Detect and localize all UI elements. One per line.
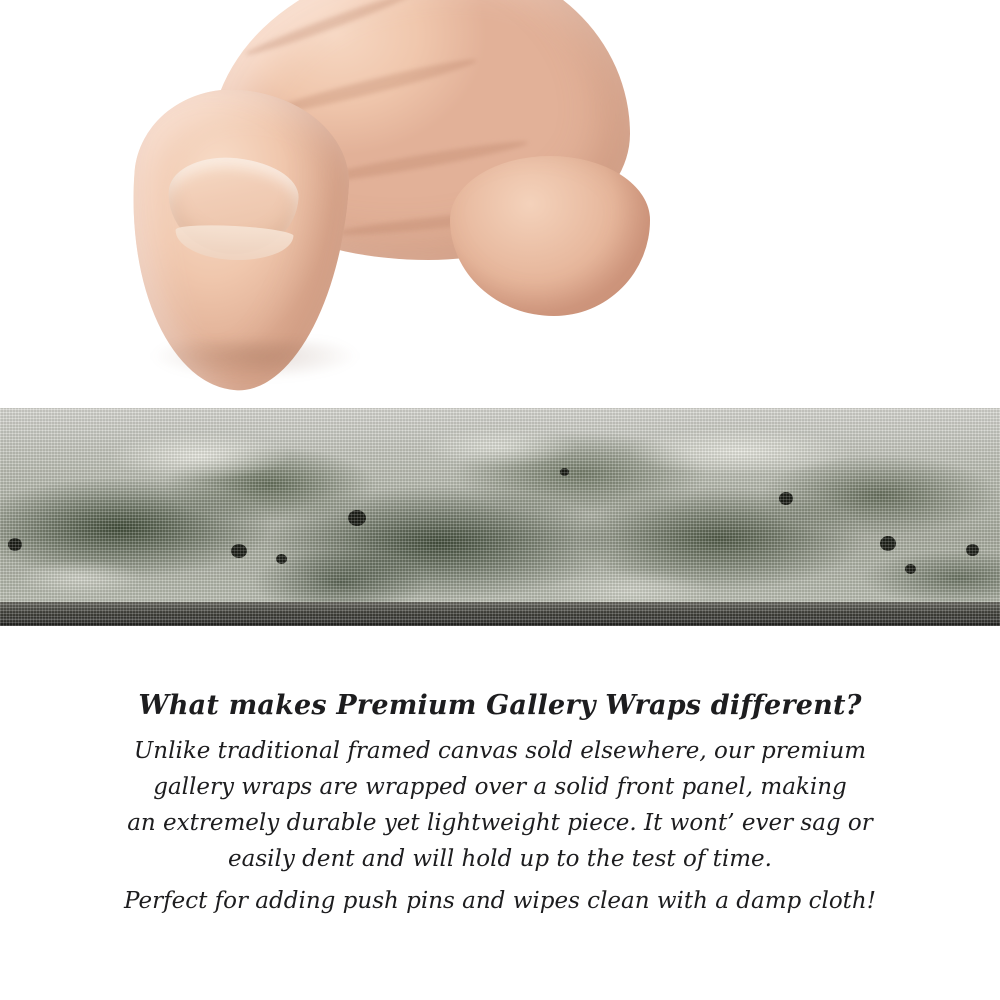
caption-line: an extremely durable yet lightweight piece. It wont’ ever sag or <box>127 810 873 836</box>
canvas-dark-spot <box>231 544 247 558</box>
finger-shadow <box>150 340 360 380</box>
canvas-dark-spot <box>905 564 916 574</box>
canvas-dark-spot <box>8 538 22 551</box>
canvas-dark-spot <box>348 510 366 526</box>
canvas-dark-spot <box>276 554 287 564</box>
canvas-panel-shadow <box>0 618 1000 626</box>
canvas-edge-strip <box>0 408 1000 626</box>
canvas-dark-spot <box>966 544 979 556</box>
caption-line: gallery wraps are wrapped over a solid front panel, making <box>153 774 847 800</box>
caption-block <box>0 690 1000 919</box>
canvas-dark-spot <box>560 468 569 476</box>
middle-finger <box>450 156 650 316</box>
caption-title: What makes Premium Gallery Wraps different? <box>138 690 862 721</box>
caption-line: Unlike traditional framed canvas sold elsewhere, our premium <box>133 738 867 764</box>
canvas-dark-spot <box>880 536 896 551</box>
hand-illustration <box>120 0 640 430</box>
caption-body <box>0 733 1000 919</box>
caption-line: easily dent and will hold up to the test of time. <box>228 846 772 872</box>
caption-closing-line: Perfect for adding push pins and wipes clean with a damp cloth! <box>124 888 876 914</box>
canvas-artwork-highlights <box>0 408 1000 626</box>
canvas-dark-spot <box>779 492 793 505</box>
